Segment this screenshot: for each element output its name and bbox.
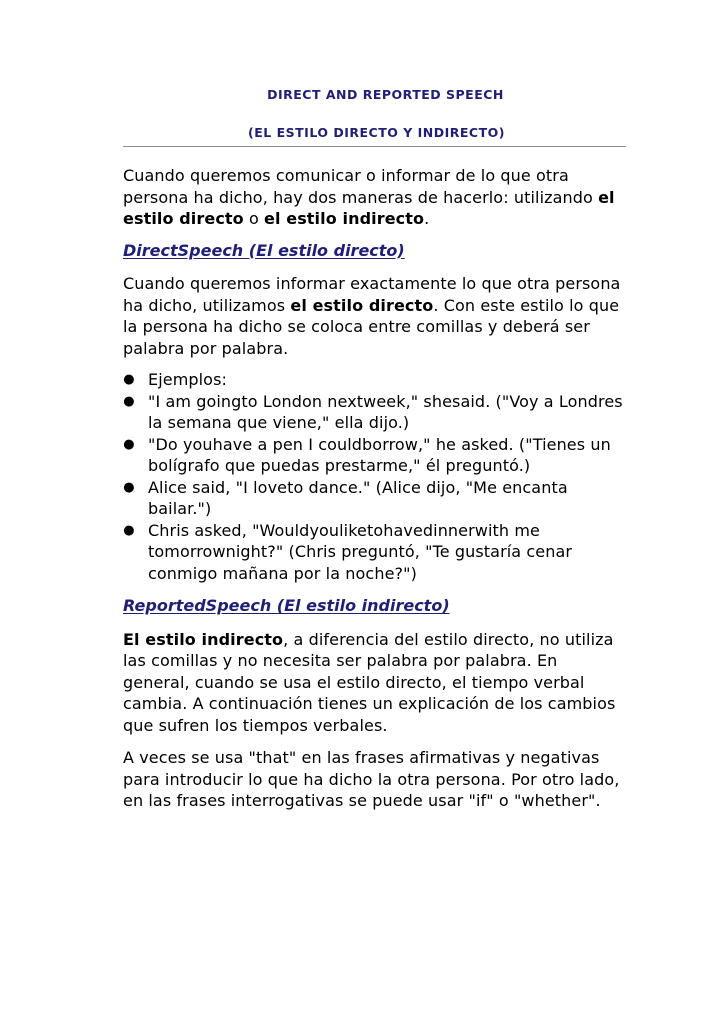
list-item	[123, 520, 628, 585]
reported-text-1: , a diferencia del estilo directo, no utiliza las comillas y no necesita ser palabra por palabra. En general, cuando se usa el estilo directo, el tiempo verbal cambia. A continuación tienes un explicación de los cambios que sufren los tiempos verbales.	[123, 629, 616, 735]
reported-speech-paragraph-2: A veces se usa "that" en las frases afirmativas y negativas para introducir lo que ha dicho la otra persona. Por otro lado, en las frases interrogativas se puede usar "if" o "whether".	[123, 748, 620, 810]
bullet-icon: ●	[123, 393, 135, 409]
list-item-text: Chris asked, "Wouldyouliketohavedinnerwith me tomorrownight?" (Chris preguntó, "Te gustaría cenar conmigo mañana por la noche?")	[148, 520, 573, 583]
list-item-text: "Do youhave a pen I couldborrow," he asked. ("Tienes un bolígrafo que puedas prestarme," él preguntó.)	[148, 434, 611, 475]
title-divider	[123, 146, 626, 147]
direct-speech-heading: DirectSpeech (El estilo directo)	[123, 240, 405, 260]
direct-text-2: . Con este estilo lo que la persona ha dicho se coloca entre comillas y deberá ser palabra por palabra.	[123, 295, 620, 358]
reported-bold-1: El estilo indirecto	[123, 629, 284, 649]
reported-speech-heading: ReportedSpeech (El estilo indirecto)	[123, 596, 450, 615]
direct-speech-paragraph	[123, 273, 628, 359]
intro-bold-2: el estilo indirecto	[264, 209, 425, 228]
direct-bold-1: el estilo directo	[290, 295, 434, 315]
bullet-icon: ●	[123, 479, 135, 495]
list-item	[123, 477, 628, 520]
reported-speech-paragraph-1	[123, 629, 628, 737]
document-subtitle: (EL ESTILO DIRECTO Y INDIRECTO)	[248, 125, 505, 140]
list-item-text: Alice said, "I loveto dance." (Alice dijo, "Me encanta bailar.")	[148, 477, 568, 518]
examples-list	[123, 369, 628, 584]
bullet-icon: ●	[123, 522, 135, 538]
intro-text-3: .	[424, 209, 430, 228]
bullet-icon: ●	[123, 436, 135, 452]
intro-bold-1: el estilo directo	[123, 187, 615, 228]
list-item	[123, 369, 628, 391]
direct-text-1: Cuando queremos informar exactamente lo que otra persona ha dicho, utilizamos	[123, 274, 621, 315]
document-page	[123, 86, 628, 812]
intro-paragraph	[123, 165, 628, 230]
list-item-text: Ejemplos:	[148, 370, 228, 389]
list-item-text: "I am goingto London nextweek," shesaid. ("Voy a Londres la semana que viene," ella dijo.)	[148, 391, 623, 432]
bullet-icon: ●	[123, 372, 135, 387]
list-item	[123, 434, 628, 477]
intro-text-1: Cuando queremos comunicar o informar de lo que otra persona ha dicho, hay dos maneras de hacerlo: utilizando	[123, 166, 599, 207]
document-title: DIRECT AND REPORTED SPEECH	[267, 87, 504, 102]
list-item	[123, 391, 628, 434]
intro-text-2: o	[243, 209, 265, 228]
